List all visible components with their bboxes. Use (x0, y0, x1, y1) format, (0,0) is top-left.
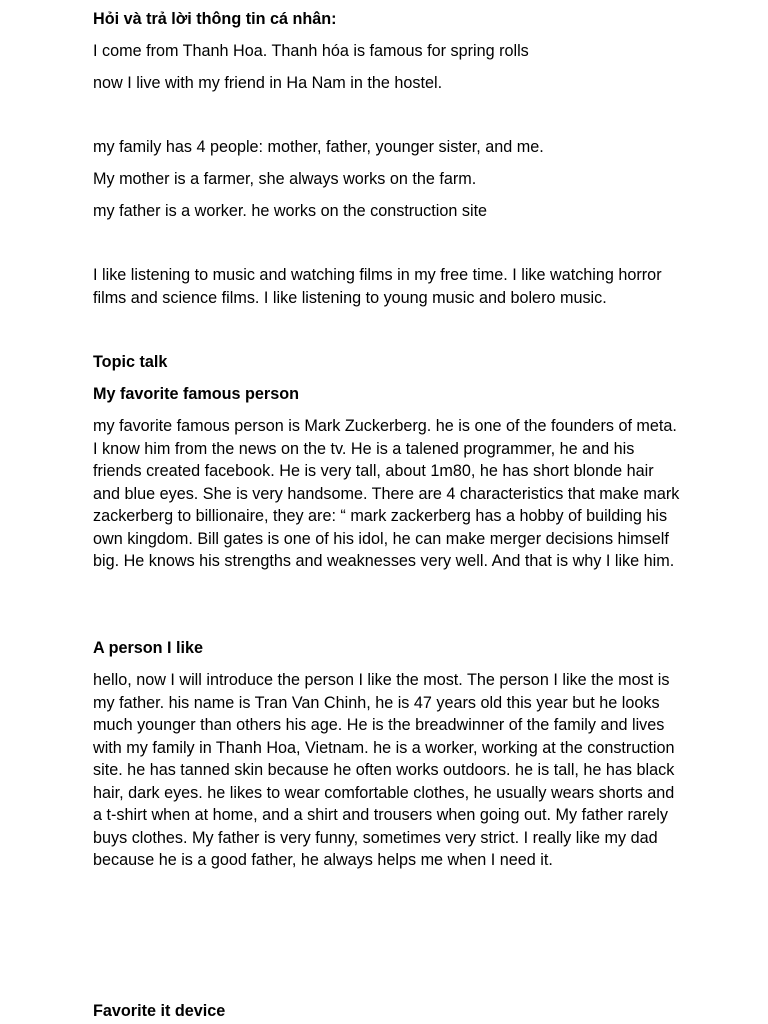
text-family: my family has 4 people: mother, father, younger sister, and me. (93, 138, 544, 156)
heading-favorite-it-device: Favorite it device (93, 1002, 226, 1020)
heading-favorite-famous-person: My favorite famous person (93, 385, 299, 403)
heading-topic-talk: Topic talk (93, 353, 168, 371)
heading-person-i-like: A person I like (93, 639, 204, 657)
heading-personal-info: Hỏi và trả lời thông tin cá nhân: (93, 10, 337, 28)
paragraph-favorite-famous-person: my favorite famous person is Mark Zuckerberg. he is one of the founders of meta. I know him from the news on the tv. He is a talened programmer, he and his friends created facebook. He is very tall, about 1m80, he has short blonde hair and blue eyes. She is very handsome. There are 4 characteristics that make mark zackerberg to billionaire, they are: “ mark zackerberg has a hobby of building his own kingdom. Bill gates is one of his idol, he can make merger decisions himself big. He knows his strengths and weaknesses very well. And that is why I like him. (93, 417, 680, 570)
text-father: my father is a worker. he works on the construction site (93, 202, 488, 220)
text-current-residence: now I live with my friend in Ha Nam in the hostel. (93, 74, 443, 92)
text-hometown: I come from Thanh Hoa. Thanh hóa is famous for spring rolls (93, 42, 529, 60)
paragraph-hobbies: I like listening to music and watching films in my free time. I like watching horror films and science films. I like listening to young music and bolero music. (93, 266, 662, 307)
paragraph-person-i-like: hello, now I will introduce the person I like the most. The person I like the most is my father. his name is Tran Van Chinh, he is 47 years old this year but he looks much younger than others his age. He is the breadwinner of the family and lives with my family in Thanh Hoa, Vietnam. he is a worker, working at the construction site. he has tanned skin because he often works outdoors. he is tall, he has black hair, dark eyes. he likes to wear comfortable clothes, he usually wears shorts and a t-shirt when at home, and a shirt and trousers when going out. My father rarely buys clothes. My father is very funny, sometimes very strict. I really like my dad because he is a good father, he always helps me when I need it. (93, 671, 675, 869)
text-mother: My mother is a farmer, she always works on the farm. (93, 170, 477, 188)
